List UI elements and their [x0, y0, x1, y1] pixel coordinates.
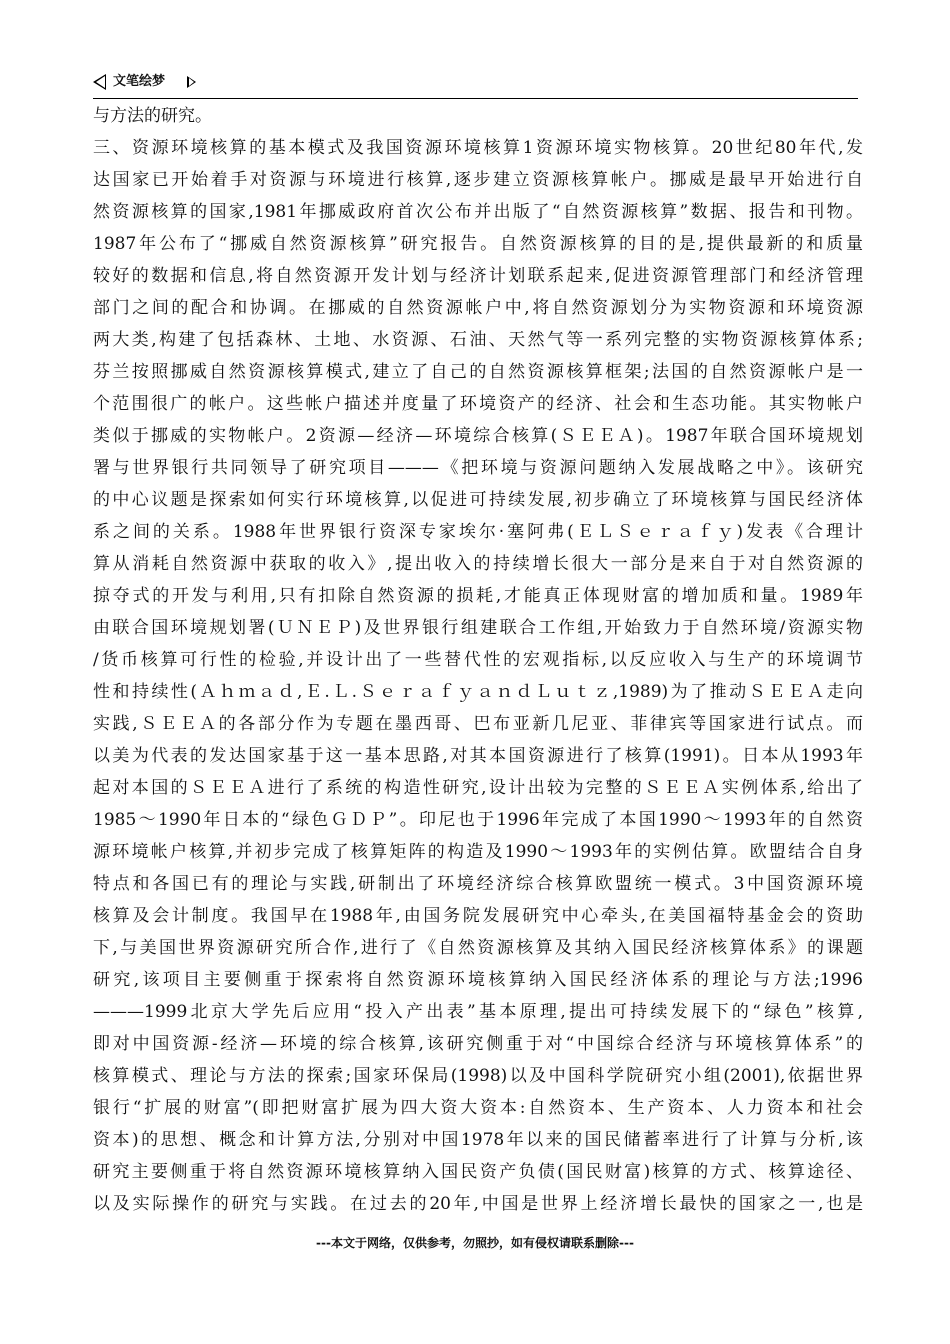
header-title: 文笔绘梦: [113, 74, 166, 89]
text-line: 两大类,构建了包括森林、土地、水资源、石油、天然气等一系列完整的实物资源核算体系;: [93, 330, 863, 350]
text-line: 性和持续性(Ａｈｍａｄ,Ｅ.Ｌ.ＳｅｒａｆｙａｎｄＬｕｔｚ,1989)为了推动ＳＥＥＡ走向: [93, 682, 863, 702]
text-line: 署与世界银行共同领导了研究项目———《把环境与资源问题纳入发展战略之中》。该研究: [93, 458, 863, 478]
text-line: 起对本国的ＳＥＥＡ进行了系统的构造性研究,设计出较为完整的ＳＥＥＡ实例体系,给出了: [93, 778, 863, 798]
text-line: 掠夺式的开发与利用,只有扣除自然资源的损耗,才能真正体现财富的增加质和量。1989年: [93, 586, 863, 606]
text-line: 由联合国环境规划署(ＵＮＥＰ)及世界银行组建联合工作组,开始致力于自然环境/资源实物: [93, 618, 863, 638]
text-line: 系之间的关系。1988年世界银行资深专家埃尔·塞阿弗(ＥＬＳｅｒａｆｙ)发表《合理计: [93, 522, 863, 542]
text-line: 部门之间的配合和协调。在挪威的自然资源帐户中,将自然资源划分为实物资源和环境资源: [93, 298, 863, 318]
text-line: 以及实际操作的研究与实践。在过去的20年,中国是世界上经济增长最快的国家之一,也是: [93, 1194, 863, 1214]
text-line: 较好的数据和信息,将自然资源开发计划与经济计划联系起来,促进资源管理部门和经济管理: [93, 266, 863, 286]
text-line: 核算及会计制度。我国早在1988年,由国务院发展研究中心牵头,在美国福特基金会的资助: [93, 906, 863, 926]
text-line: 与方法的研究。: [93, 106, 212, 126]
body-text: [93, 100, 863, 1220]
text-line: 个范围很广的帐户。这些帐户描述并度量了环境资产的经济、社会和生态功能。其实物帐户: [93, 394, 863, 414]
text-line: 下,与美国世界资源研究所合作,进行了《自然资源核算及其纳入国民经济核算体系》的课题: [93, 938, 863, 958]
text-line: 类似于挪威的实物帐户。2资源—经济—环境综合核算(ＳＥＥＡ)。1987年联合国环境规划: [93, 426, 863, 446]
text-line: 资本)的思想、概念和计算方法,分别对中国1978年以来的国民储蓄率进行了计算与分析,该: [93, 1130, 863, 1150]
text-line: 1987年公布了“挪威自然资源核算”研究报告。自然资源核算的目的是,提供最新的和质量: [93, 234, 863, 254]
text-line: 然资源核算的国家,1981年挪威政府首次公布并出版了“自然资源核算”数据、报告和刊物。: [93, 202, 863, 222]
text-line: 源环境帐户核算,并初步完成了核算矩阵的构造及1990～1993年的实例估算。欧盟结合自身: [93, 842, 863, 862]
text-line: 实践,ＳＥＥＡ的各部分作为专题在墨西哥、巴布亚新几尼亚、菲律宾等国家进行试点。而: [93, 714, 863, 734]
triangle-left-icon: [93, 74, 106, 90]
page-header: [93, 72, 858, 99]
text-line: 以美为代表的发达国家基于这一基本思路,对其本国资源进行了核算(1991)。日本从1993年: [93, 746, 863, 766]
text-line: 达国家已开始着手对资源与环境进行核算,逐步建立资源核算帐户。挪威是最早开始进行自: [93, 170, 863, 190]
text-line: 1985～1990年日本的“绿色ＧＤＰ”。印尼也于1996年完成了本国1990～1993年的自然资: [93, 810, 863, 830]
text-line: 算从消耗自然资源中获取的收入》,提出收入的持续增长很大一部分是来自于对自然资源的: [93, 554, 863, 574]
text-line: 研究,该项目主要侧重于探索将自然资源环境核算纳入国民经济体系的理论与方法;1996: [93, 970, 863, 990]
footer-notice: ---本文于网络，仅供参考，勿照抄，如有侵权请联系删除---: [316, 1236, 634, 1250]
text-line: 芬兰按照挪威自然资源核算模式,建立了自己的自然资源核算框架;法国的自然资源帐户是一: [93, 362, 863, 382]
text-line: ———1999北京大学先后应用“投入产出表”基本原理,提出可持续发展下的“绿色”核算,: [93, 1002, 863, 1022]
text-line: 即对中国资源-经济—环境的综合核算,该研究侧重于对“中国综合经济与环境核算体系”的: [93, 1034, 863, 1054]
text-line: /货币核算可行性的检验,并设计出了一些替代性的宏观指标,以反应收入与生产的环境调节: [93, 650, 863, 670]
text-line: 三、资源环境核算的基本模式及我国资源环境核算1资源环境实物核算。20世纪80年代,发: [93, 138, 863, 158]
text-line: 核算模式、理论与方法的探索;国家环保局(1998)以及中国科学院研究小组(2001),依据世界: [93, 1066, 863, 1086]
text-line: 的中心议题是探索如何实行环境核算,以促进可持续发展,初步确立了环境核算与国民经济体: [93, 490, 863, 510]
text-line: 银行“扩展的财富”(即把财富扩展为四大资大资本:自然资本、生产资本、人力资本和社会: [93, 1098, 863, 1118]
text-line: 研究主要侧重于将自然资源环境核算纳入国民资产负债(国民财富)核算的方式、核算途径、: [93, 1162, 863, 1182]
triangle-right-icon: [187, 76, 196, 88]
text-line: 特点和各国已有的理论与实践,研制出了环境经济综合核算欧盟统一模式。3中国资源环境: [93, 874, 863, 894]
